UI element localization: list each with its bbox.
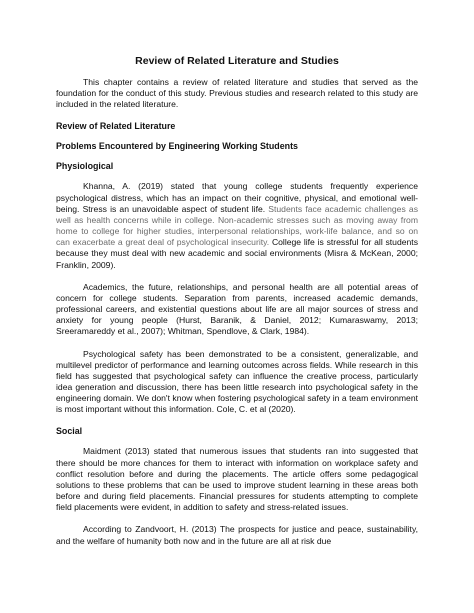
social-paragraph-1: Maidment (2013) stated that numerous issues that students ran into suggested that there should be more chances for them to interact with information on workplace safety and conflict resolution before and during the placements. The article offers some pedagogical solutions to these problems that can be used to improve student learning in these areas both before and during field placements. Financial pressures for students attempting to complete field placements were evident, in addition to safety and stress-related issues. [56,446,418,513]
document-title: Review of Related Literature and Studies [135,55,339,67]
physiological-paragraph-1 [56,181,418,270]
intro-paragraph: This chapter contains a review of related literature and studies that served as the foundation for the conduct of this study. Previous studies and research related to this study are included in the related literature. [56,77,418,110]
document-body [56,54,418,558]
physiological-heading: Physiological [56,161,114,172]
physiological-paragraph-3: Psychological safety has been demonstrated to be a consistent, generalizable, and multilevel predictor of performance and learning outcomes across fields. While research in this field has suggested that psychological safety can influence the creative process, particularly idea generation and discussion, there has been little research into psychological safety in the engineering domain. We don't know when fostering psychological safety in a team environment is most important without this information. Cole, C. et al (2020). [56,348,418,415]
subsection-heading: Problems Encountered by Engineering Working Students [56,141,298,152]
section-heading: Review of Related Literature [56,121,176,132]
paragraph-text: College life is stressful for all students because they must deal with new academic and social environments (Misra & McKean, 2000; Franklin, 2009). [56,237,418,270]
social-heading: Social [56,426,83,437]
social-paragraph-2: According to Zandvoort, H. (2013) The prospects for justice and peace, sustainability, and the welfare of humanity both now and in the future are all at risk due [56,524,418,546]
highlighted-text: Students face academic challenges as well as health concerns while in college. Non-academic stresses such as moving away from home to college for higher studies, interpersonal relationships, work-life balance, and so on can exacerbate a great deal of psychological insecurity. [56,203,418,248]
paragraph-text: Khanna, A. (2019) stated that young college students frequently experience psychological distress, which has an impact on their cognitive, physical, and emotional well-being. Stress is an unavoidable aspect of student life. [56,181,418,214]
physiological-paragraph-2: Academics, the future, relationships, and personal health are all potential areas of concern for college students. Separation from parents, increased academic demands, professional careers, and existential questions about life are all major sources of stress and anxiety for young people (Hurst, Baranik, & Daniel, 2012; Kumaraswamy, 2013; Sreeramareddy et al., 2007); Whitman, Spendlove, & Clark, 1984). [56,281,418,337]
